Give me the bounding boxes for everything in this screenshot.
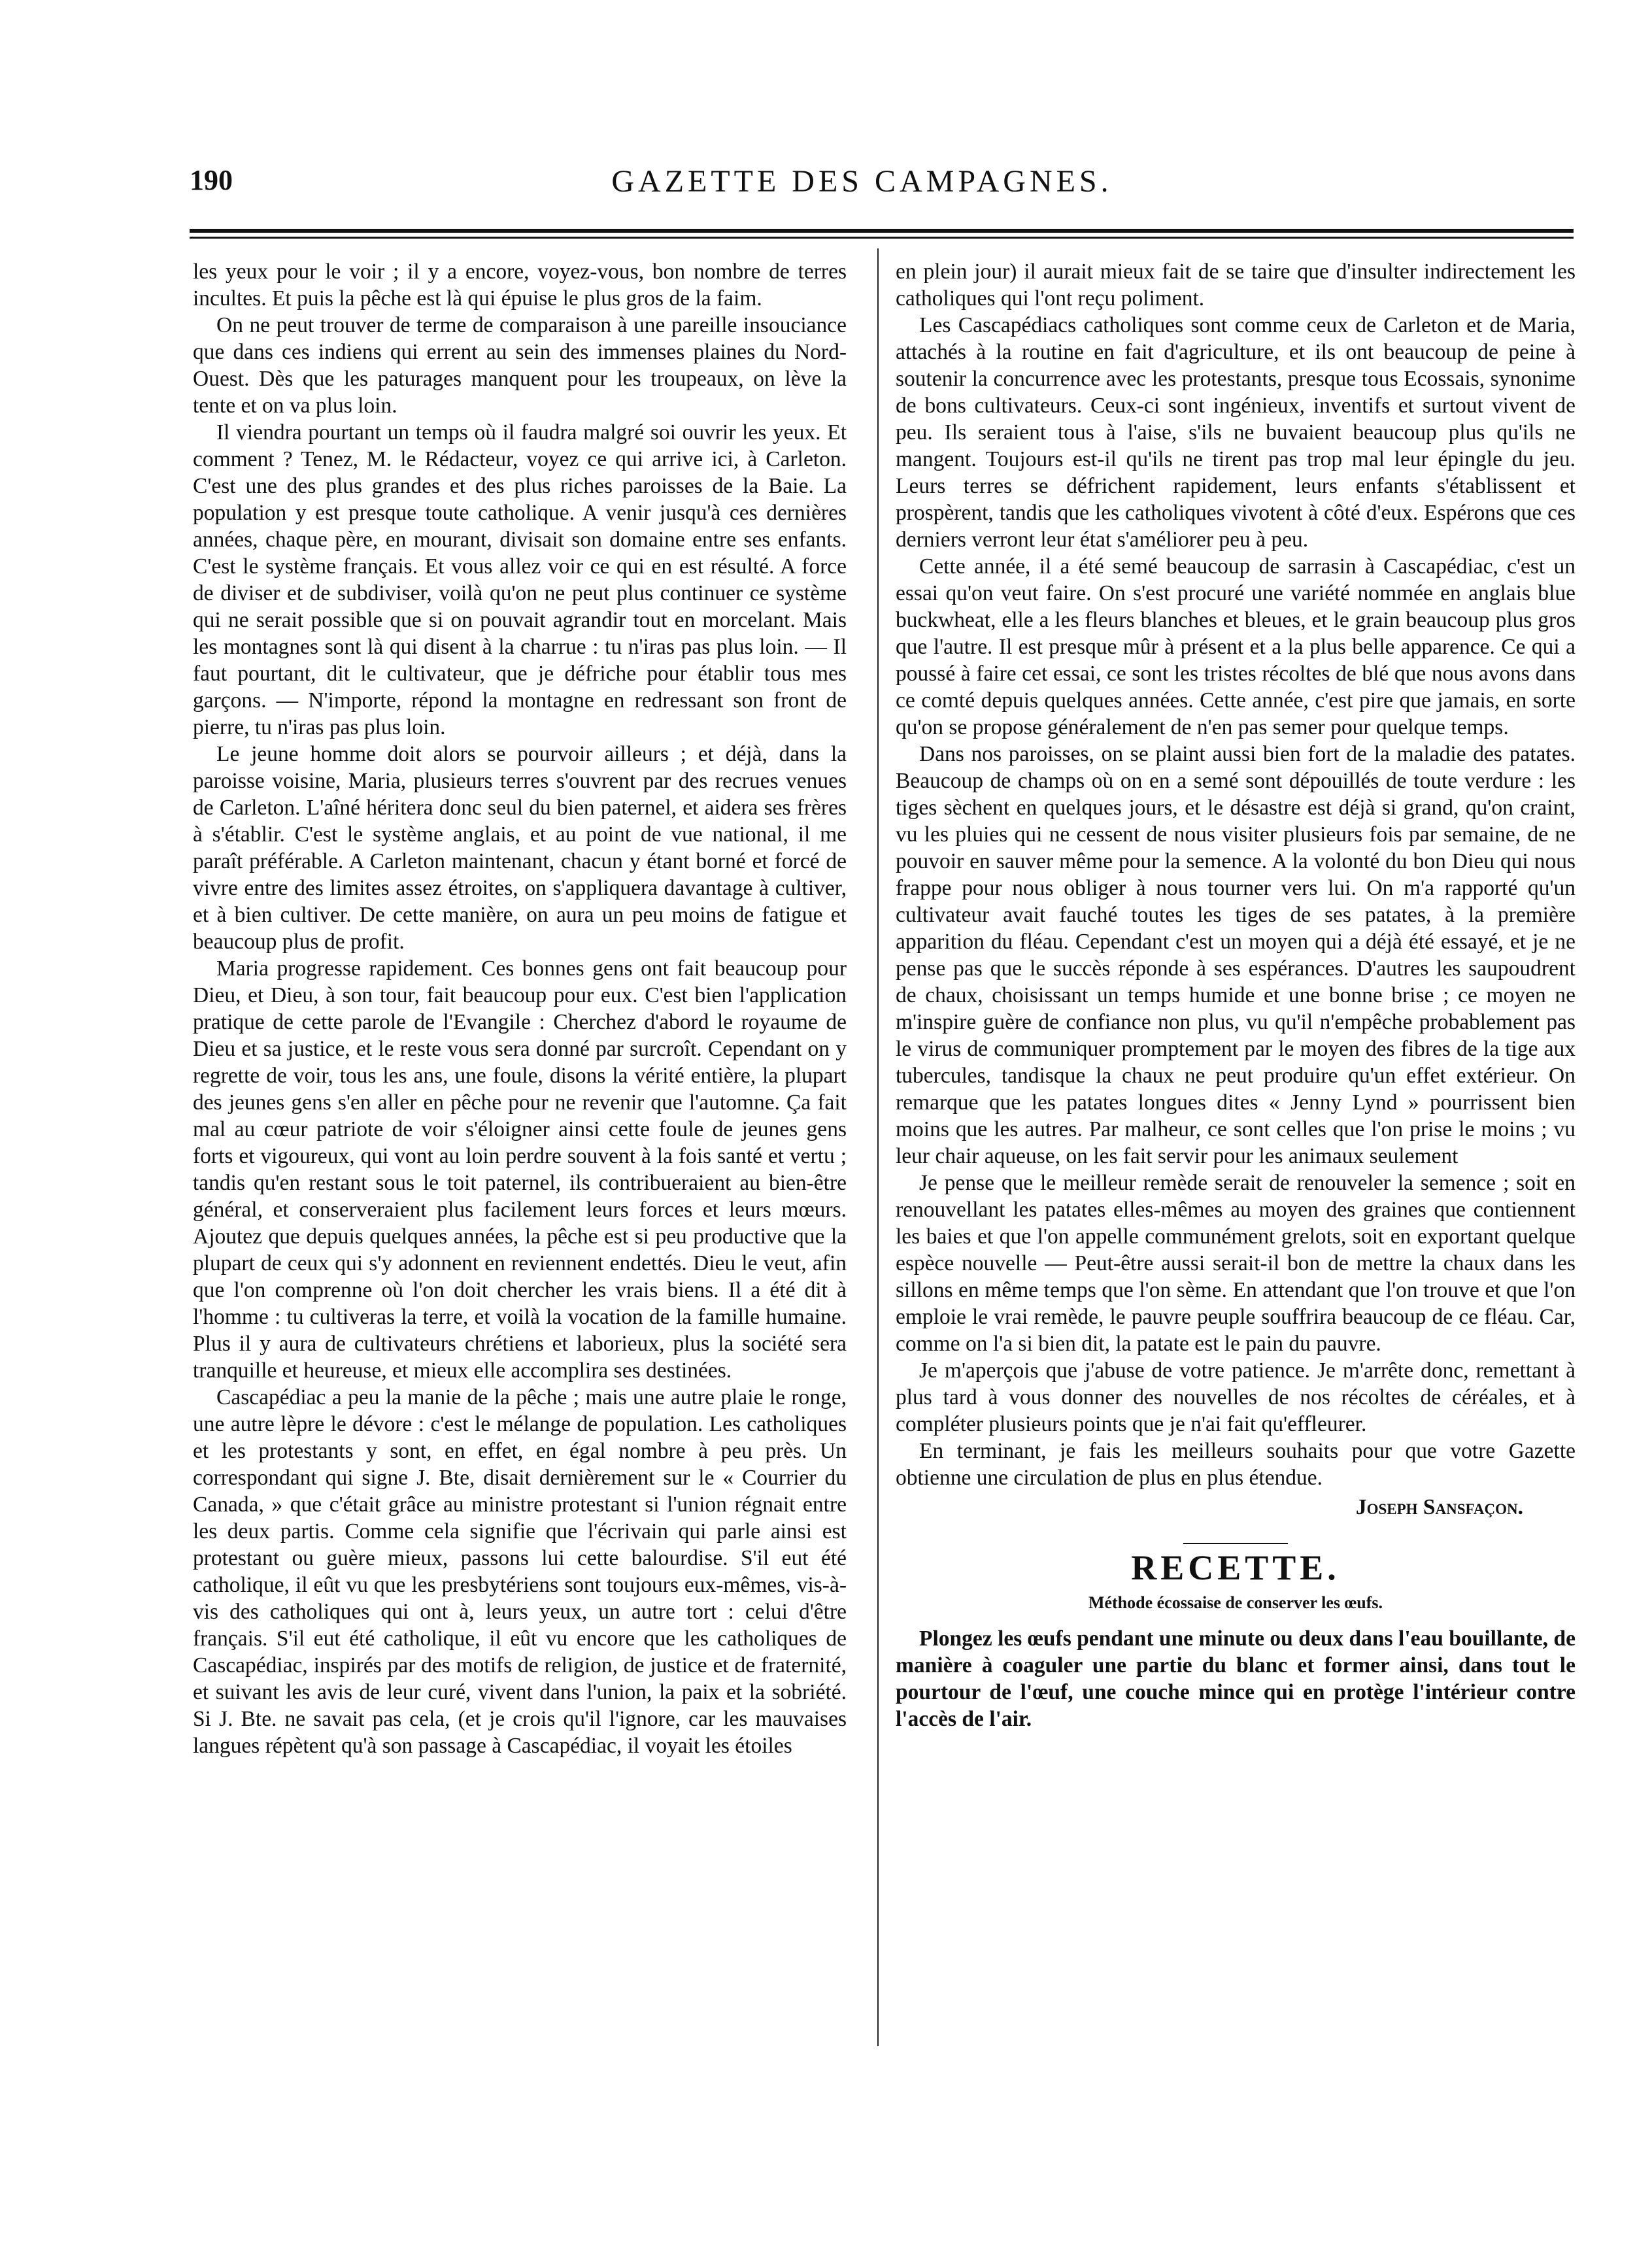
signature: Joseph Sansfaçon. bbox=[1355, 1495, 1523, 1519]
paragraph: Je m'aperçois que j'abuse de votre patience. Je m'arrête donc, remettant à plus tard à vous donner des nouvelles de nos récoltes de céréales, et à compléter plusieurs points que je n'ai fait qu'effleurer. bbox=[896, 1358, 1576, 1436]
paragraph: Maria progresse rapidement. Ces bonnes gens ont fait beaucoup pour Dieu, et Dieu, à son tour, fait beaucoup pour eux. C'est bien l'application pratique de cette parole de l'Evangile : Cherchez d'abord le royaume de Dieu et sa justice, et le reste vous sera donné par surcroît. Cependant on y regrette de voir, tous les ans, une foule, disons la vérité entière, la plupart des jeunes gens s'en aller en pêche pour ne revenir que l'automne. Ça fait mal au cœur patriote de voir s'éloigner ainsi cette foule de jeunes gens forts et vigoureux, qui vont au loin perdre souvent à la fois santé et vertu ; tandis qu'en restant sous le toit paternel, ils contribueraient au bien-être général, et conserveraient plus facilement leurs forces et leurs mœurs. Ajoutez que depuis quelques années, la pêche est si peu productive que la plupart de ceux qui s'y adonnent en reviennent endettés. Dieu le veut, afin que l'on comprenne où l'on doit chercher les vrais biens. Il a été dit à l'homme : tu cultiveras la terre, et voilà la vocation de la famille humaine. Plus il y aura de cultivateurs chrétiens et laborieux, plus la société sera tranquille et heureuse, et mieux elle accomplira ses destinées. bbox=[193, 956, 847, 1383]
paragraph: les yeux pour le voir ; il y a encore, voyez-vous, bon nombre de terres incultes. Et puis la pêche est là qui épuise le plus gros de la faim. bbox=[193, 260, 847, 311]
left-column bbox=[193, 258, 847, 1759]
paragraph: en plein jour) il aurait mieux fait de se taire que d'insulter indirectement les catholiques qui l'ont reçu poliment. bbox=[896, 260, 1576, 311]
header-rule-thin bbox=[190, 237, 1574, 239]
header-rule-thick bbox=[190, 229, 1574, 233]
right-column bbox=[896, 258, 1576, 1732]
running-title: GAZETTE DES CAMPAGNES. bbox=[611, 164, 1113, 199]
paragraph: Il viendra pourtant un temps où il faudra malgré soi ouvrir les yeux. Et comment ? Tenez, M. le Rédacteur, voyez ce qui arrive ici, à Carleton. C'est une des plus grandes et des plus riches paroisses de la Baie. La population y est presque toute catholique. A venir jusqu'à ces dernières années, chaque père, en mourant, divisait son domaine entre ses enfants. C'est le système français. Et vous allez voir ce qui en est résulté. A force de diviser et de subdiviser, voilà qu'on ne peut plus continuer ce système qui ne serait possible que si on pouvait agrandir tout en morcelant. Mais les montagnes sont là qui disent à la charrue : tu n'iras pas plus loin. — Il faut pourtant, dit le cultivateur, que je défriche pour établir tous mes garçons. — N'importe, répond la montagne en redressant son front de pierre, tu n'iras pas plus loin. bbox=[193, 420, 847, 739]
page-number: 190 bbox=[190, 164, 233, 196]
paragraph: On ne peut trouver de terme de comparaison à une pareille insouciance que dans ces indiens qui errent au sein des immenses plaines du Nord-Ouest. Dès que les paturages manquent pour les troupeaux, on lève la tente et on va plus loin. bbox=[193, 313, 847, 418]
paragraph: En terminant, je fais les meilleurs souhaits pour que votre Gazette obtienne une circulation de plus en plus étendue. bbox=[896, 1439, 1576, 1490]
paragraph: Dans nos paroisses, on se plaint aussi bien fort de la maladie des patates. Beaucoup de champs où on en a semé sont dépouillés de toute verdure : les tiges sèchent en quelques jours, et le désastre est déjà si grand, qu'on craint, vu les pluies qui ne cessent de nous visiter plusieurs fois par semaine, de ne pouvoir en sauver même pour la semence. A la volonté du bon Dieu qui nous frappe pour nous obliger à nous tourner vers lui. On m'a rapporté qu'un cultivateur avait fauché toutes les tiges de ses patates, à la première apparition du fléau. Cependant c'est un moyen qui a déjà été essayé, et je ne pense pas que le succès réponde à ses espérances. D'autres les saupoudrent de chaux, choisissant un temps humide et une bonne brise ; ce moyen ne m'inspire guère de confiance non plus, vu qu'il n'empêche probablement pas le virus de communiquer promptement par le moyen des fibres de la tige aux tubercules, tandisque la chaux ne peut produire qu'un effet extérieur. On remarque que les patates longues dites « Jenny Lynd » pourrissent bien moins que les autres. Par malheur, ce sont celles que l'on prise le moins ; vu leur chair aqueuse, on les fait servir pour les animaux seulement bbox=[896, 742, 1576, 1168]
page-header bbox=[190, 163, 1534, 209]
recipe-text: Plongez les œufs pendant une minute ou deux dans l'eau bouillante, de manière à coaguler une partie du blanc et former ainsi, dans tout le pourtour de l'œuf, une couche mince qui en protège l'intérieur contre l'accès de l'air. bbox=[896, 1626, 1576, 1731]
paragraph: Cascapédiac a peu la manie de la pêche ; mais une autre plaie le ronge, une autre lèpre le dévore : c'est le mélange de population. Les catholiques et les protestants y sont, en effet, en égal nombre à peu près. Un correspondant qui signe J. Bte, disait dernièrement sur le « Courrier du Canada, » que c'était grâce au ministre protestant si l'union régnait entre les deux partis. Comme cela signifie que l'écrivain qui parle ainsi est protestant ou guère mieux, passons lui cette balourdise. S'il eut été catholique, il eût vu que les presbytériens sont toujours eux-mêmes, vis-à-vis des catholiques qui ont à, leurs yeux, un autre tort : celui d'être français. S'il eut été catholique, il eût vu encore que les catholiques de Cascapédiac, inspirés par des motifs de religion, de justice et de fraternité, et suivant les avis de leur curé, vivent dans l'union, la paix et la sobriété. Si J. Bte. ne savait pas cela, (et je crois qu'il l'ignore, car les mauvaises langues répètent qu'à son passage à Cascapédiac, il voyait les étoiles bbox=[193, 1385, 847, 1758]
section-separator bbox=[1183, 1543, 1288, 1544]
recipe-title: RECETTE. bbox=[1131, 1548, 1340, 1587]
paragraph: Le jeune homme doit alors se pourvoir ailleurs ; et déjà, dans la paroisse voisine, Maria, plusieurs terres s'ouvrent par des recrues venues de Carleton. L'aîné héritera donc seul du bien paternel, et aidera ses frères à s'établir. C'est le système anglais, et au point de vue national, il me paraît préférable. A Carleton maintenant, chacun y étant borné et forcé de vivre entre des limites assez étroites, on s'appliquera davantage à cultiver, et à bien cultiver. De cette manière, on aura un peu moins de fatigue et beaucoup plus de profit. bbox=[193, 742, 847, 954]
recipe-subtitle: Méthode écossaise de conserver les œufs. bbox=[1088, 1593, 1383, 1612]
paragraph: Les Cascapédiacs catholiques sont comme ceux de Carleton et de Maria, attachés à la routine en fait d'agriculture, et ils ont beaucoup de peine à soutenir la concurrence avec les protestants, presque tous Ecossais, synonime de bons cultivateurs. Ceux-ci sont ingénieux, inventifs et surtout vivent de peu. Ils seraient tous à l'aise, s'ils ne buvaient beaucoup plus qu'ils ne mangent. Toujours est-il qu'ils ne tirent pas trop mal leur épingle du jeu. Leurs terres se défrichent rapidement, leurs enfants s'établissent et prospèrent, tandis que les catholiques vivotent à côté d'eux. Espérons que ces derniers verront leur état s'améliorer peu à peu. bbox=[896, 313, 1576, 552]
paragraph: Cette année, il a été semé beaucoup de sarrasin à Cascapédiac, c'est un essai qu'on veut faire. On s'est procuré une variété nommée en anglais blue buckwheat, elle a les fleurs blanches et bleues, et le grain beaucoup plus gros que l'autre. Il est presque mûr à présent et a la plus belle apparence. Ce qui a poussé à faire cet essai, ce sont les tristes récoltes de blé que nous avons dans ce comté depuis quelques années. Cette année, c'est pire que jamais, en sorte qu'on se propose généralement de n'en pas semer pour quelque temps. bbox=[896, 554, 1576, 739]
column-separator bbox=[877, 248, 879, 2046]
paragraph: Je pense que le meilleur remède serait de renouveler la semence ; soit en renouvellant les patates elles-mêmes au moyen des graines que contiennent les baies et que l'on appelle communément grelots, soit en exportant quelque espèce nouvelle — Peut-être aussi serait-il bon de mettre la chaux dans les sillons en même temps que l'on sème. En attendant que l'on trouve et que l'on emploie le vrai remède, le pauvre peuple souffrira beaucoup de ce fléau. Car, comme on l'a si bien dit, la patate est le pain du pauvre. bbox=[896, 1171, 1576, 1356]
